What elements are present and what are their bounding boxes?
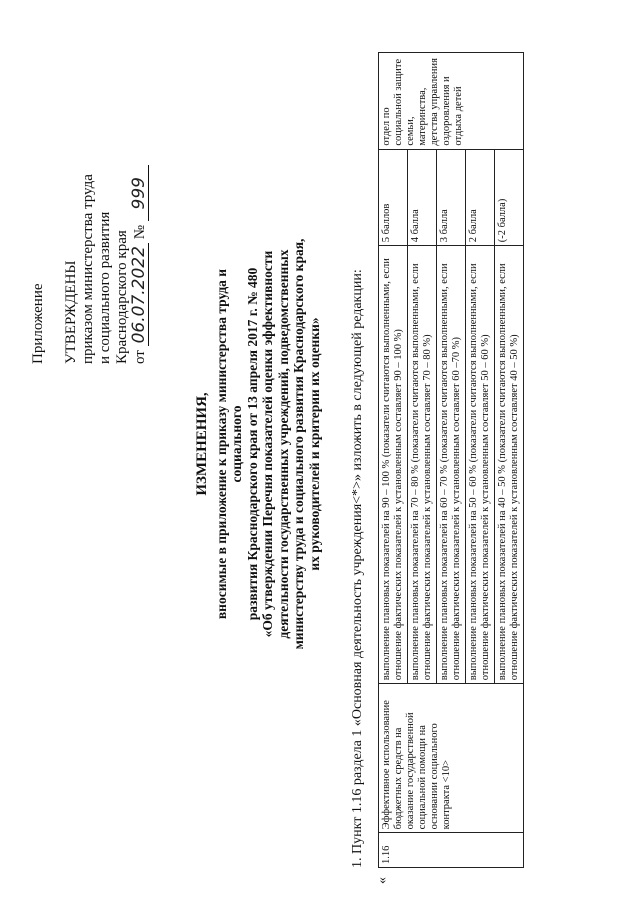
opening-quote: «: [375, 877, 390, 884]
criterion-cell: выполнение плановых показателей на 90 – 100 % (показатели считаются выполненными, если отношение фактических показателей к установленным составляет 90 – 100 %): [379, 246, 408, 684]
indicator-cell: Эффективное использование бюджетных средств на оказание государственной социальной помощи на основании социального контракта <10>: [379, 684, 524, 833]
approval-date: 06.07.2022: [131, 243, 149, 346]
approval-line-1: приказом министерства труда: [80, 174, 96, 364]
heading-line: деятельности государственных учреждений, подведомственных: [275, 249, 291, 639]
approved-label: УТВЕРЖДЕНЫ: [63, 260, 79, 364]
heading-title: ИЗМЕНЕНИЯ,: [194, 392, 210, 496]
approval-block: [30, 165, 149, 364]
criterion-cell: выполнение плановых показателей на 60 – 70 % (показатели считаются выполненными, если отношение фактических показателей к установленным составляет 60 –70 %): [437, 246, 466, 684]
criteria-table: [378, 52, 524, 868]
appendix-heading: Приложение: [30, 283, 46, 364]
criterion-cell: выполнение плановых показателей на 50 – 60 % (показатели считаются выполненными, если отношение фактических показателей к установленным составляет 50 – 60 %): [466, 246, 495, 684]
score-cell: 4 балла: [408, 149, 437, 246]
intro-paragraph: 1. Пункт 1.16 раздела 1 «Основная деятельность учреждения<*>» изложить в следующей редакции:: [350, 269, 365, 868]
date-prefix: от: [132, 350, 148, 364]
approval-line-2: и социального развития: [97, 211, 113, 364]
score-cell: 3 балла: [437, 149, 466, 246]
heading-line: развития Краснодарского края от 13 апреля 2017 г. № 480: [244, 267, 260, 621]
criterion-cell: выполнение плановых показателей на 70 – 80 % (показатели считаются выполненными, если отношение фактических показателей к установленным составляет 70 – 80 %): [408, 246, 437, 684]
table-row: [379, 53, 408, 868]
approval-number: 999: [131, 165, 149, 221]
responsible-cell: отдел по социальной защите семьи, материнства, детства управления оздоровления и отдыха детей: [379, 53, 524, 150]
approval-line-3: Краснодарского края: [114, 230, 130, 364]
item-number: 1.16: [379, 833, 524, 868]
approval-date-line: [131, 165, 149, 364]
score-cell: 2 балла: [466, 149, 495, 246]
number-prefix: №: [132, 224, 148, 240]
heading-line: министерству труда и социального развития Краснодарского края,: [291, 238, 306, 650]
document-heading: [195, 234, 322, 654]
criterion-cell: выполнение плановых показателей на 40 – 50 % (показатели считаются выполненными, если отношение фактических показателей к установленным составляет 40 – 50 %): [495, 246, 524, 684]
score-cell: (-2 балла): [495, 149, 524, 246]
score-cell: 5 баллов: [379, 149, 408, 246]
heading-line: их руководителей и критерии их оценки»: [306, 317, 322, 571]
heading-line: «Об утверждении Перечня показателей оценки эффективности: [260, 250, 275, 638]
heading-line: вносимые в приложение к приказу министерства труда и социального: [213, 268, 244, 620]
